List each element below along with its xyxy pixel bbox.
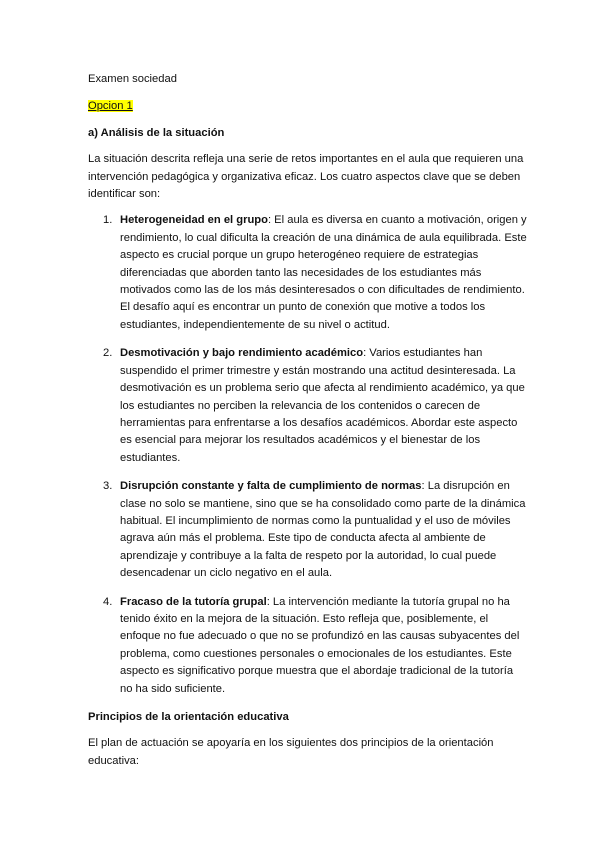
list-item-text: : Varios estudiantes han suspendido el primer trimestre y están mostrando una actitud desinteresada. La desmotivación es un problema serio que afecta al rendimiento académico, ya que los estudiantes no perciben la relevancia de los contenidos o carecen de herramientas para enfrentarse a los desafíos académicos. Abordar este aspecto es esencial para mejorar los resultados académicos y el bienestar de los estudiantes. (120, 347, 525, 464)
list-item-number: 2. (103, 347, 113, 360)
list-item-text: : La disrupción en clase no solo se mantiene, sino que se ha consolidado como parte de la dinámica habitual. El incumplimiento de normas como la puntualidad y el uso de móviles agrava aún más el problema. Este tipo de conducta afecta al ambiente de aprendizaje y contribuye a la falta de respeto por la autoridad, lo cual puede desencadenar un ciclo negativo en el aula. (120, 480, 526, 580)
list-item-number: 1. (103, 214, 113, 227)
list-item-term: Heterogeneidad en el grupo (120, 214, 268, 227)
option-label (88, 98, 528, 115)
section-a-heading: a) Análisis de la situación (88, 126, 225, 139)
highlighted-option-text: Opcion 1 (88, 100, 133, 113)
list-item-term: Disrupción constante y falta de cumplimiento de normas (120, 480, 422, 493)
intro-paragraph: La situación descrita refleja una serie de retos importantes en el aula que requieren una intervención pedagógica y organizativa eficaz. Los cuatro aspectos clave que se deben identificar son: (88, 153, 524, 201)
list-item (88, 212, 528, 334)
principles-intro: El plan de actuación se apoyaría en los siguientes dos principios de la orientación educativa: (88, 737, 494, 767)
document-body (88, 71, 528, 770)
list-item (88, 345, 528, 467)
principles-heading: Principios de la orientación educativa (88, 711, 289, 723)
list-item (88, 594, 528, 698)
list-item-text: : El aula es diversa en cuanto a motivación, origen y rendimiento, lo cual dificulta la creación de una dinámica de aula equilibrada. Este aspecto es crucial porque un grupo heterogéneo requiere de estrategias diferenciadas que aborden tanto las necesidades de los estudiantes más motivados como las de los más desinteresados o con dificultades de rendimiento. El desafío aquí es encontrar un punto de conexión que motive a todos los estudiantes, independientemente de su nivel o actitud. (120, 214, 527, 331)
list-item-term: Fracaso de la tutoría grupal (120, 595, 267, 608)
list-item (88, 478, 528, 582)
key-aspects-list (88, 212, 528, 698)
document-title: Examen sociedad (88, 73, 177, 85)
list-item-number: 4. (103, 595, 113, 608)
list-item-number: 3. (103, 480, 113, 493)
list-item-text: : La intervención mediante la tutoría grupal no ha tenido éxito en la mejora de la situación. Esto refleja que, posiblemente, el enfoque no fue adecuado o que no se profundizó en las causas subyacentes del problema, como cuestiones personales o emocionales de los estudiantes. Este aspecto es significativo porque muestra que el abordaje tradicional de la tutoría no ha sido suficiente. (120, 595, 520, 695)
list-item-term: Desmotivación y bajo rendimiento académico (120, 347, 364, 360)
